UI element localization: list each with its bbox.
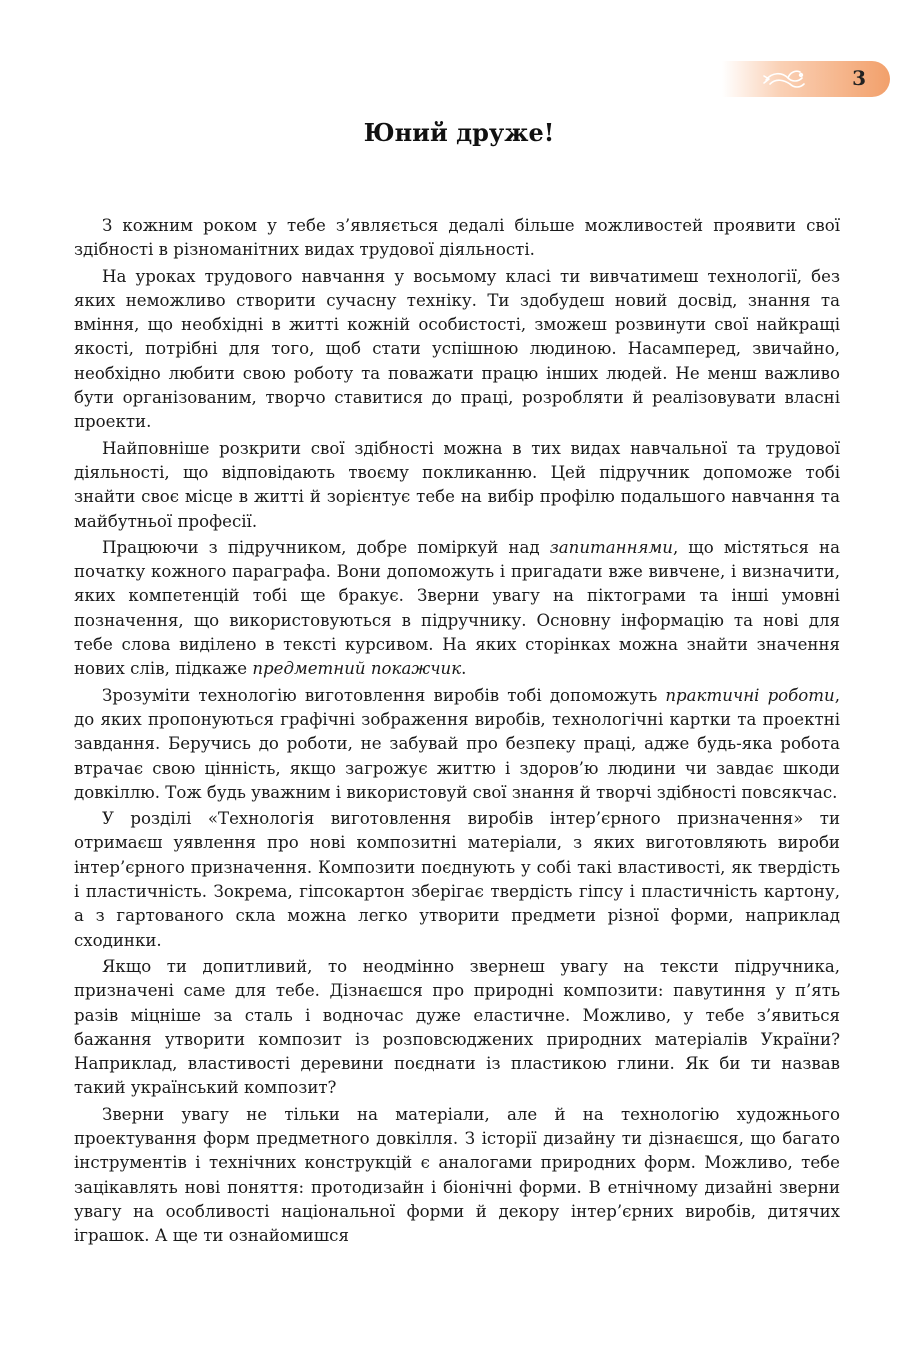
paragraph [74, 807, 840, 953]
paragraph [74, 536, 840, 682]
paragraph-text: Найповніше розкрити свої здібності можна в тих видах навчальної та трудової діяльності, що відповідають твоєму покликанню. Цей підручник допоможе тобі знайти своє місце в житті й зорієнтує тебе на вибір профілю подальшого навчання та майбутньої професії. [74, 438, 840, 531]
paragraph-text: У розділі «Технологія виготовлення виробів інтер’єрного призначення» ти отримаєш уявлення про нові композитні матеріали, з яких виготовляють вироби інтер’єрного призначення. Композити поєднують у собі такі властивості, як твердість і пластичність. Зокрема, гіпсокартон зберігає твердість гіпсу і пластичність картону, а з гартованого скла можна легко утворити предмети різної форми, наприклад сходинки. [74, 809, 840, 950]
paragraph [74, 265, 840, 435]
italic-term: запитаннями [549, 537, 673, 557]
paragraph [74, 684, 840, 805]
italic-term: предметний покажчик [252, 659, 462, 679]
paragraph-text: З кожним роком у тебе з’являється дедалі більше можливостей проявити свої здібності в різноманітних видах трудової діяльності. [74, 216, 840, 260]
paragraph-text: Зверни увагу не тільки на матеріали, але й на технологію художнього проектування форм предметного довкілля. З історії дизайну ти дізнаєшся, що багато інструментів і технічних конструкцій є аналогами природних форм. Можливо, тебе зацікавлять нові поняття: протодизайн і біонічні форми. В етнічному дизайні зверни увагу на особливості національної форми й декору інтер’єрних виробів, дитячих іграшок. А ще ти ознайомишся [74, 1104, 840, 1246]
page-title: Юний друже! [363, 118, 555, 147]
paragraph-text: Працюючи з підручником, добре поміркуй над [102, 537, 550, 557]
paragraph-text: , що містяться на початку кожного параграфа. Вони допоможуть і пригадати вже вивчене, і визначити, яких компетенцій тобі ще бракує. Зверни увагу на піктограми та інші умовні позначення, що використовуються в підручнику. Основну інформацію та нові для тебе слова виділено в тексті курсивом. На яких сторінках можна знайти значення нових слів, підкаже [74, 537, 840, 679]
italic-term: практичні роботи [665, 685, 835, 705]
paragraph-text: На уроках трудового навчання у восьмому класі ти вивчатимеш технології, без яких неможливо створити сучасну техніку. Ти здобудеш новий досвід, знання та вміння, що необхідні в житті кожній особистості, зможеш розвинути свої найкращі якості, потрібні для того, щоб стати успішною людиною. Насамперед, звичайно, необхідно любити свою роботу та поважати працю інших людей. Не менш важливо бути організованим, творчо ставитися до праці, розробляти й реалізовувати власні проекти. [74, 266, 840, 432]
paragraph [74, 1103, 840, 1249]
paragraph-text: , до яких пропонуються графічні зображення виробів, технологічні картки та проектні завдання. Беручись до роботи, не забувай про безпеку праці, адже будь-яка робота втрачає свою цінність, якщо загрожує життю і здоров’ю людини чи завдає шкоди довкіллю. Тож будь уважним і використовуй свої знання й творчі здібності повсякчас. [74, 685, 840, 802]
paragraph-text: Якщо ти допитливий, то неодмінно звернеш увагу на тексти підручника, призначені саме для тебе. Дізнаєшся про природні композити: павутиння у п’ять разів міцніше за сталь і водночас дуже еластичне. Можливо, у тебе з’явиться бажання утворити композит із розповсюджених природних матеріалів України? Наприклад, властивості деревини поєднати із пластикою глини. Як би ти назвав такий український композит? [74, 956, 840, 1098]
paragraph-text: Зрозуміти технологію виготовлення виробів тобі допоможуть [102, 685, 666, 705]
paragraph-text: . [461, 659, 467, 679]
page-number-tab [722, 61, 890, 97]
paragraph [74, 437, 840, 534]
page-number: 3 [852, 66, 866, 90]
firebird-ornament-icon [760, 66, 808, 92]
body-text [74, 214, 840, 1250]
paragraph [74, 214, 840, 263]
paragraph [74, 955, 840, 1101]
